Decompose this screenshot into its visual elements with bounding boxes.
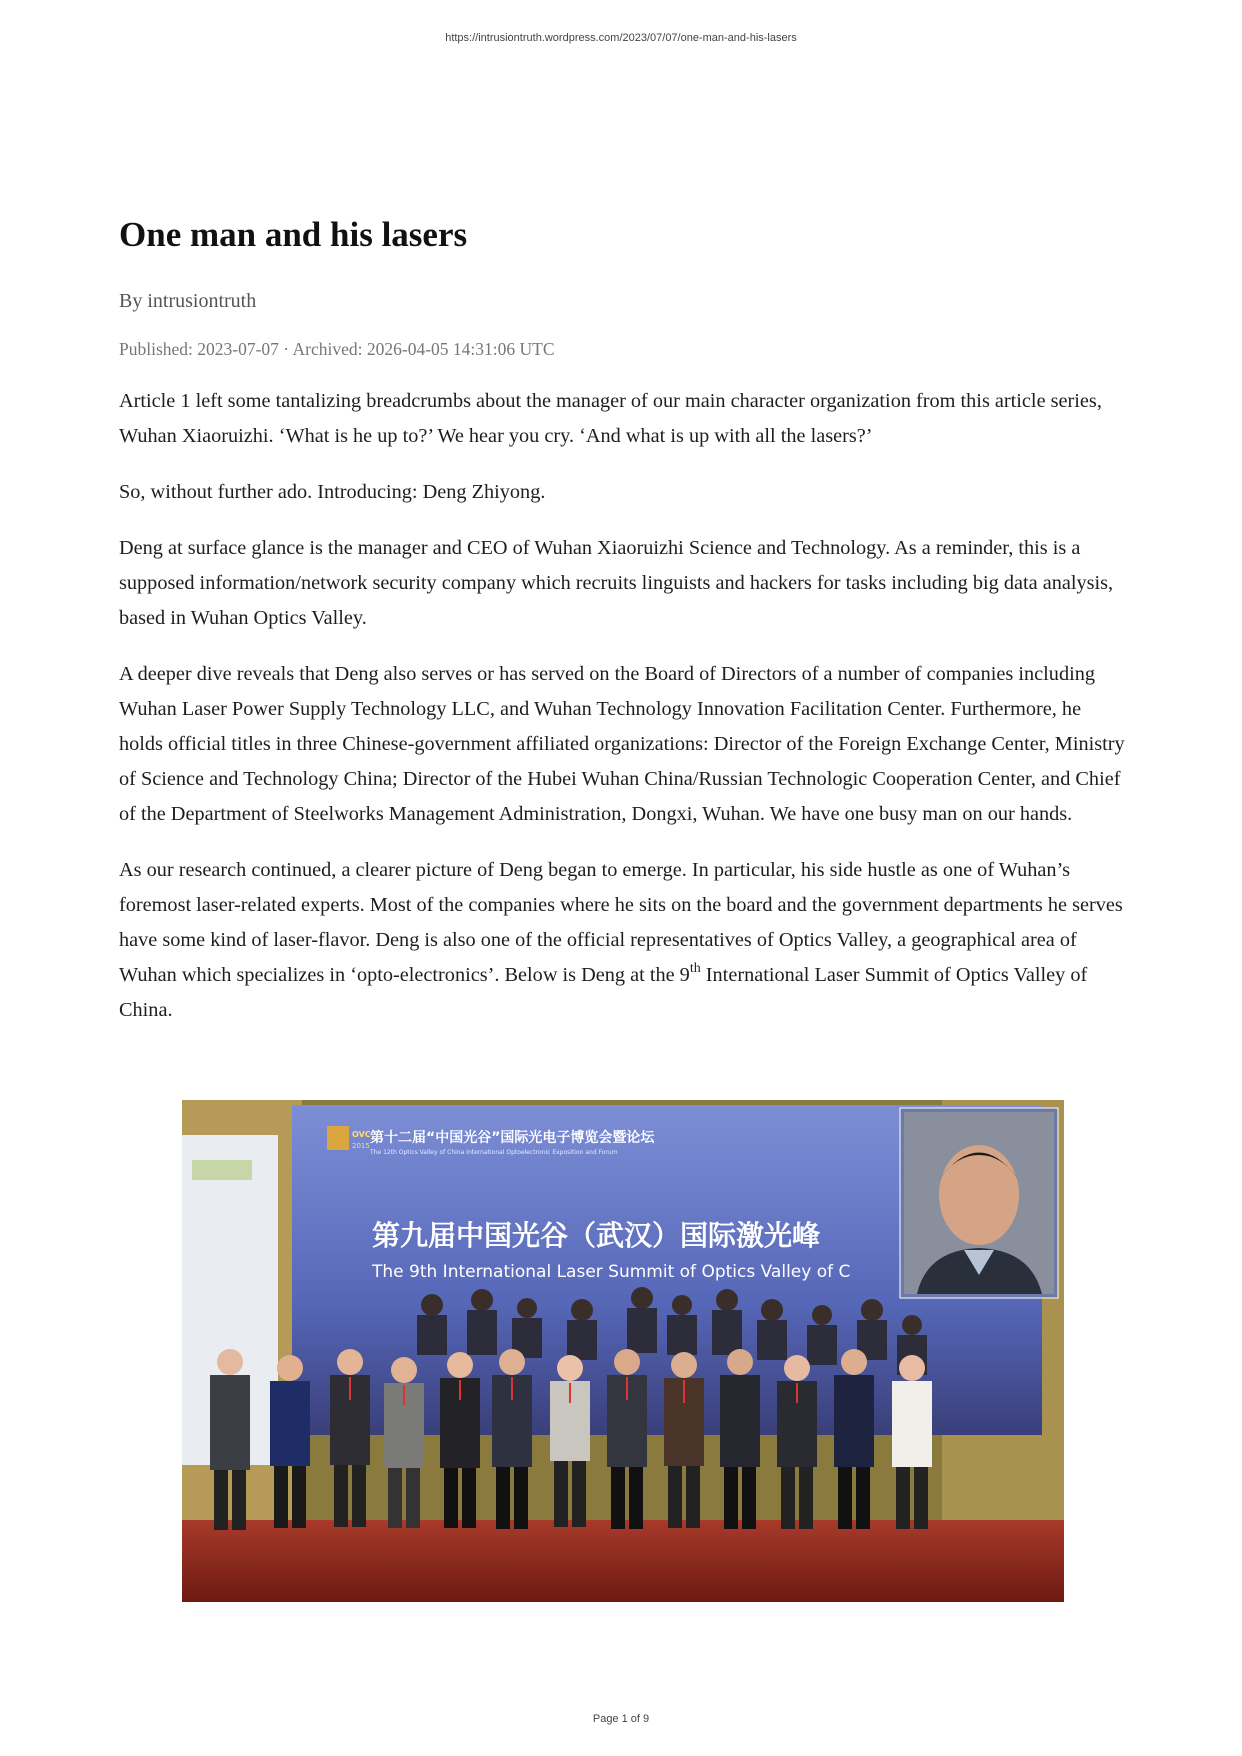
- paragraph: A deeper dive reveals that Deng also serves or has served on the Board of Directors of a number of companies including Wuhan Laser Power Supply Technology LLC, and Wuhan Technology Innovation Facilitation Center. Furthermore, he holds official titles in three Chinese-government affiliated organizations: Director of the Foreign Exchange Center, Ministry of Science and Technology China; Director of the Hubei Wuhan China/Russian Technologic Cooperation Center, and Chief of the Department of Steelworks Management Administration, Dongxi, Wuhan. We have one busy man on our hands.: [119, 663, 1125, 825]
- banner-top-chinese: 第十二届“中国光谷”国际光电子博览会暨论坛: [370, 1130, 655, 1146]
- paragraph: [119, 853, 1129, 1028]
- paragraph: So, without further ado. Introducing: Deng Zhiyong.: [119, 481, 546, 503]
- paragraph: Article 1 left some tantalizing breadcrumbs about the manager of our main character organization from this article series, Wuhan Xiaoruizhi. ‘What is he up to?’ We hear you cry. ‘And what is up with all the lasers?’: [119, 390, 1102, 447]
- article-meta: Published: 2023-07-07 · Archived: 2026-04-05 14:31:06 UTC: [119, 339, 555, 359]
- article-title: One man and his lasers: [119, 215, 468, 254]
- inset-portrait: [900, 1108, 1058, 1298]
- page-number: Page 1 of 9: [592, 1713, 650, 1725]
- banner-chinese-title: 第九届中国光谷（武汉）国际激光峰: [372, 1219, 821, 1252]
- ordinal-suffix: th: [689, 961, 701, 976]
- page-url: https://intrusiontruth.wordpress.com/2023/07/07/one-man-and-his-lasers: [445, 32, 797, 44]
- logo-text: OVC: [352, 1130, 371, 1139]
- article-byline: By intrusiontruth: [119, 290, 257, 312]
- summit-group-photo: [182, 1100, 1064, 1602]
- paragraph: Deng at surface glance is the manager and CEO of Wuhan Xiaoruizhi Science and Technology. As a reminder, this is a supposed information/network security company which recruits linguists and hackers for tasks including big data analysis, based in Wuhan Optics Valley.: [119, 537, 1114, 629]
- banner-top-english: The 12th Optics Valley of China International Optoelectronic Exposition and Forum: [370, 1149, 618, 1156]
- banner-english-title: The 9th International Laser Summit of Optics Valley of C: [372, 1262, 851, 1282]
- article: [119, 210, 1129, 1028]
- paragraph-text: As our research continued, a clearer picture of Deng began to emerge. In particular, his side hustle as one of Wuhan’s foremost laser-related experts. Most of the companies where he sits on the board and the government departments he serves have some kind of laser-flavor. Deng is also one of the official representatives of Optics Valley, a geographical area of Wuhan which specializes in ‘opto-electronics’. Below is Deng at the 9: [119, 859, 1123, 986]
- paragraph-text: International Laser Summit of Optics Valley of China.: [119, 964, 1088, 1021]
- logo-year: 2015: [352, 1142, 370, 1150]
